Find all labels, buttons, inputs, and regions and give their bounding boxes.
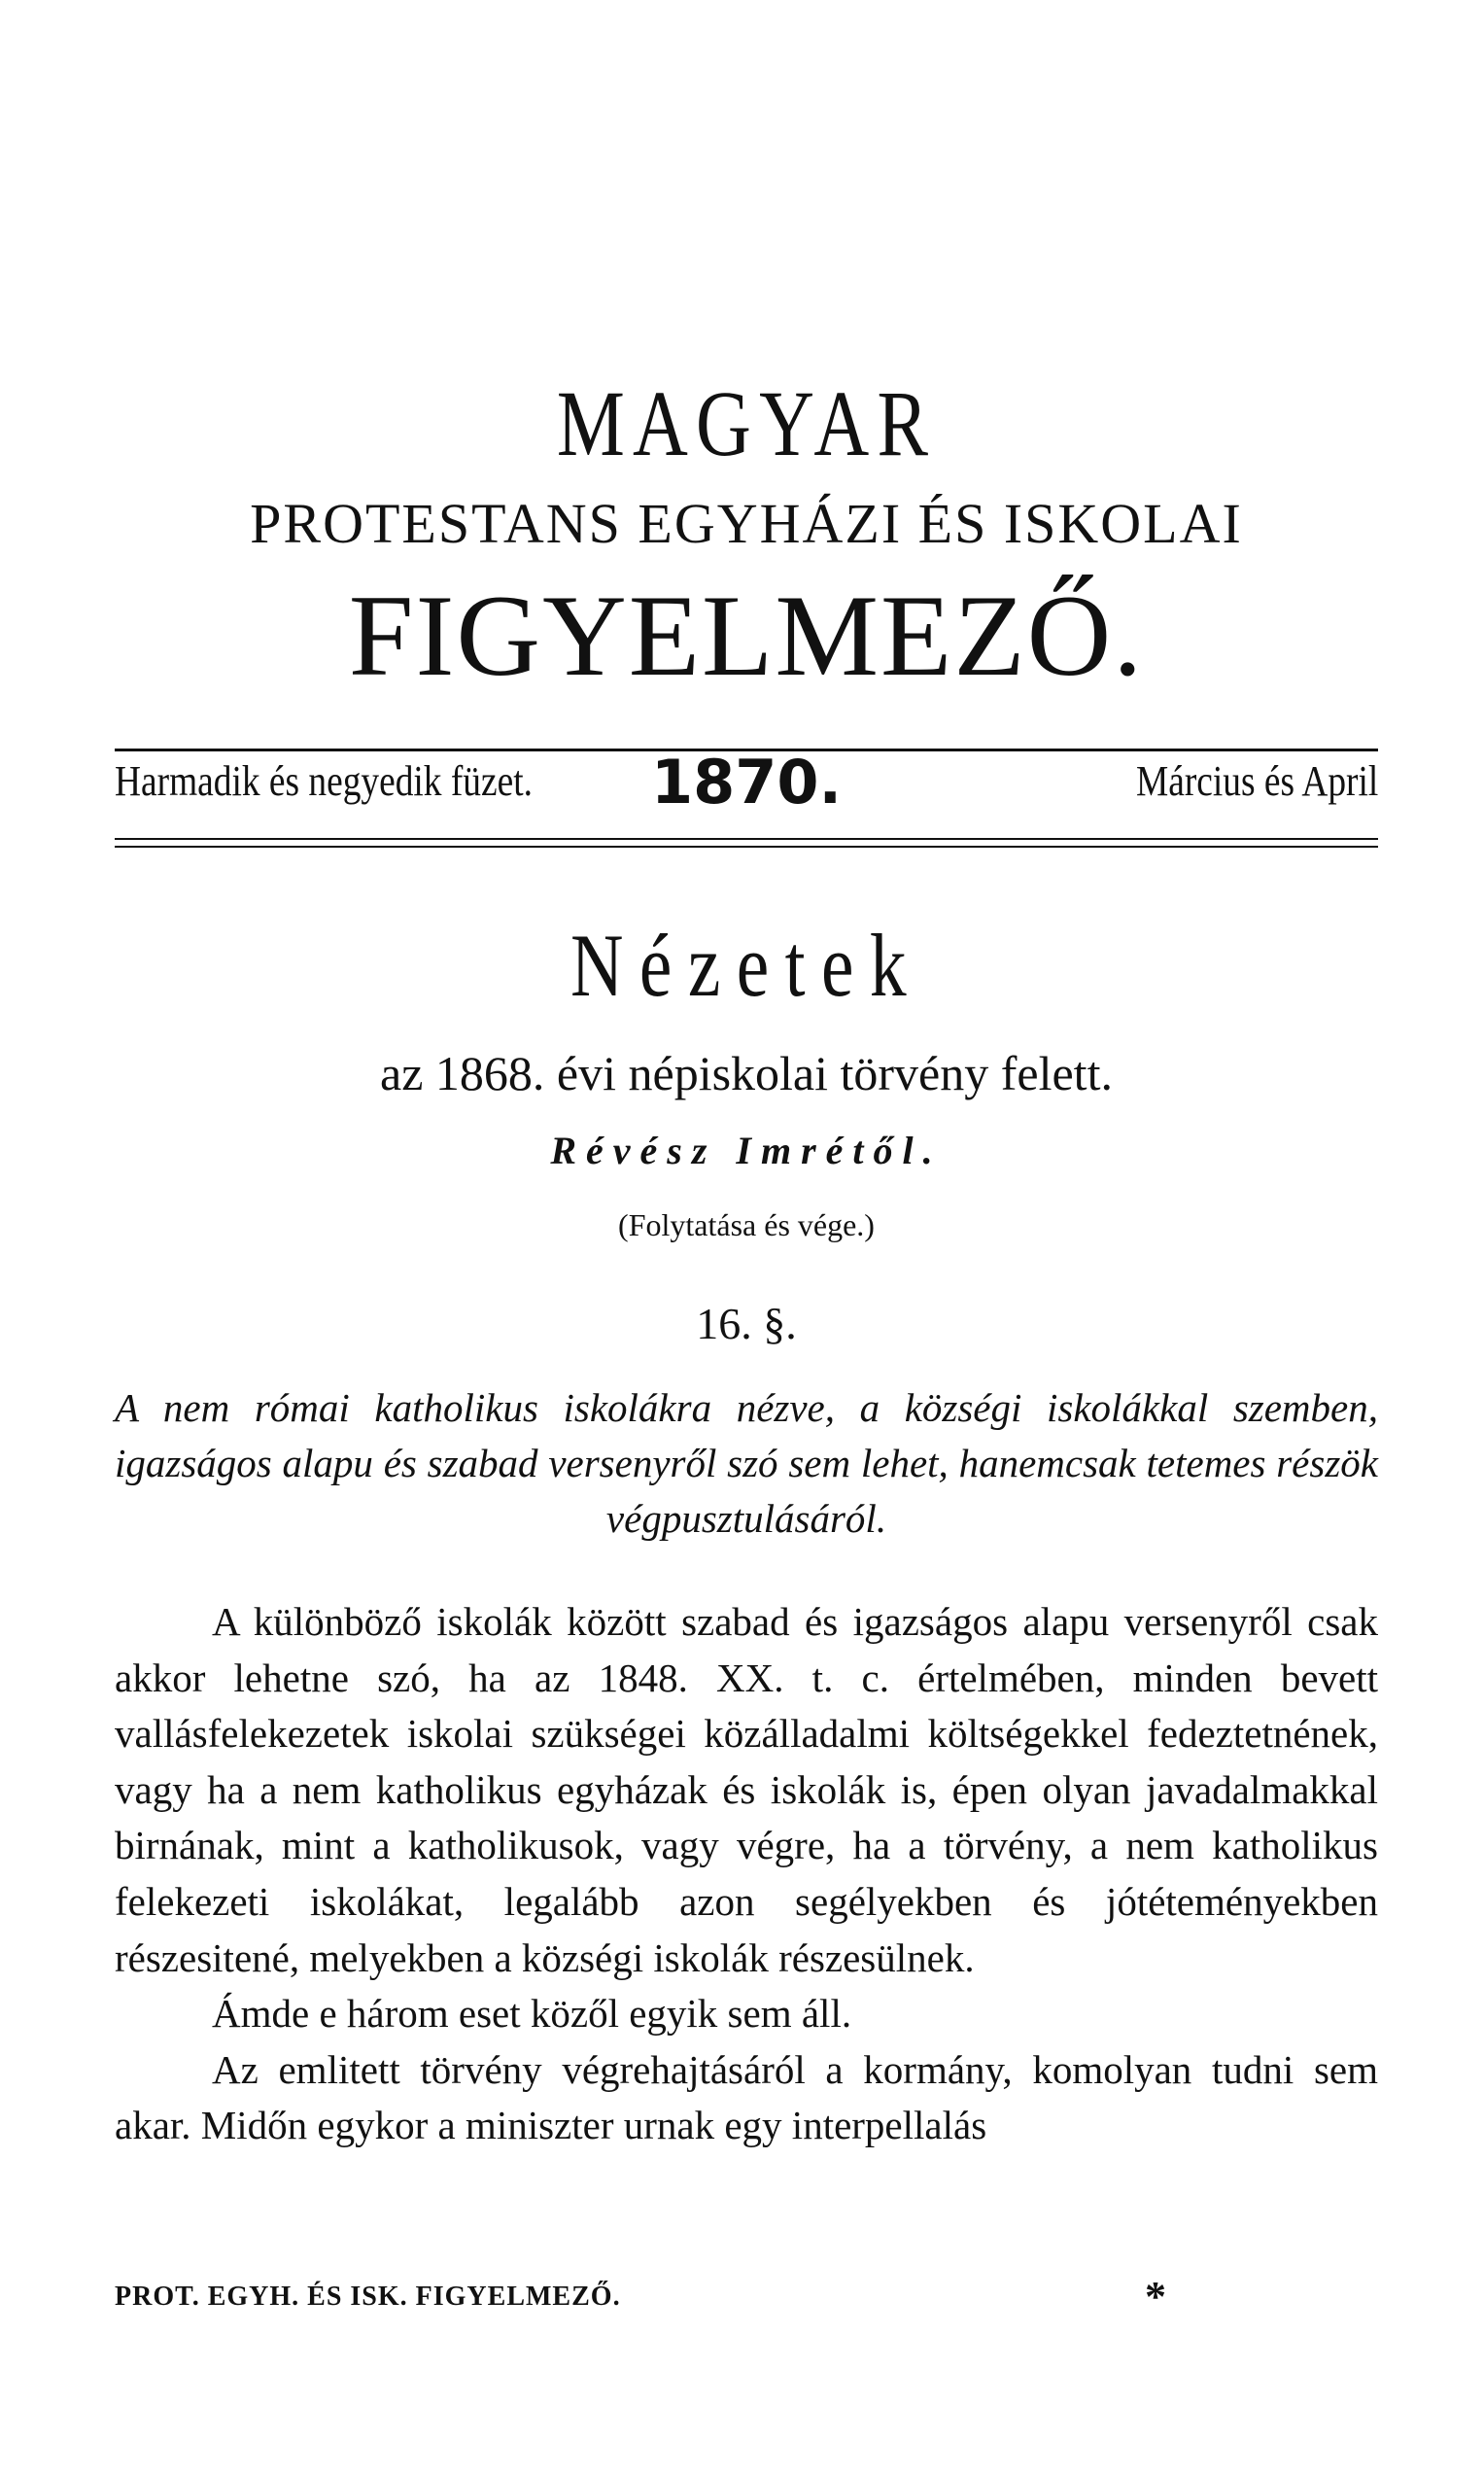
paragraph: Az emlitett törvény végrehajtásáról a kormány, komolyan tudni sem akar. Midőn egykor a miniszter urnak egy interpellalás: [115, 2046, 1378, 2148]
issue-number: Harmadik és negyedik füzet.: [115, 757, 533, 805]
masthead-line-1: MAGYAR: [556, 371, 937, 475]
paragraph: A különböző iskolák között szabad és igazságos alapu versenyről csak akkor lehetne szó, ha az 1848. XX. t. c. értelmében, minden bevett vallásfelekezetek iskolai szükségei közálladalmi költségekkel fedeztetnének, vagy ha a nem katholikus egyházak és iskolák is, épen olyan javadalmakkal birnának, mint a katholikusok, vagy végre, ha a törvény, a nem katholikus felekezeti iskolákat, legalább azon segélyekben és jótéteményekben részesitené, melyekben a községi iskolák részesülnek.: [115, 1599, 1378, 1980]
bottom-rule-1: [115, 838, 1378, 840]
page-footer: [115, 2273, 1378, 2320]
issue-line: [115, 747, 1378, 818]
masthead-line-2: PROTESTANS EGYHÁZI ÉS ISKOLAI: [250, 492, 1243, 555]
section-lead: A nem római katholikus iskolákra nézve, a községi iskolákkal szemben, igazságos alapu és szabad versenyről szó sem lehet, hanemcsak tetemes részök végpusztulásáról.: [115, 1385, 1378, 1541]
footer-signature: PROT. EGYH. ÉS ISK. FIGYELMEZŐ.: [115, 2282, 621, 2312]
paragraph: Ámde e három eset közől egyik sem áll.: [212, 1991, 852, 2037]
masthead-title: FIGYELMEZŐ.: [348, 571, 1145, 700]
issue-months: Március és April: [1135, 757, 1378, 805]
article-author: Révész Imrétől.: [550, 1129, 943, 1172]
footer-asterisk: *: [1145, 2273, 1166, 2320]
continued-note: (Folytatása és vége.): [618, 1207, 875, 1242]
page: [115, 0, 1378, 2474]
article-body: [115, 1594, 1378, 2154]
article-subtitle: az 1868. évi népiskolai törvény felett.: [380, 1046, 1113, 1100]
section-number: 16. §.: [696, 1299, 797, 1348]
bottom-rule-2: [115, 846, 1378, 848]
article-title: Nézetek: [570, 916, 922, 1015]
issue-year: 1870.: [650, 747, 843, 818]
